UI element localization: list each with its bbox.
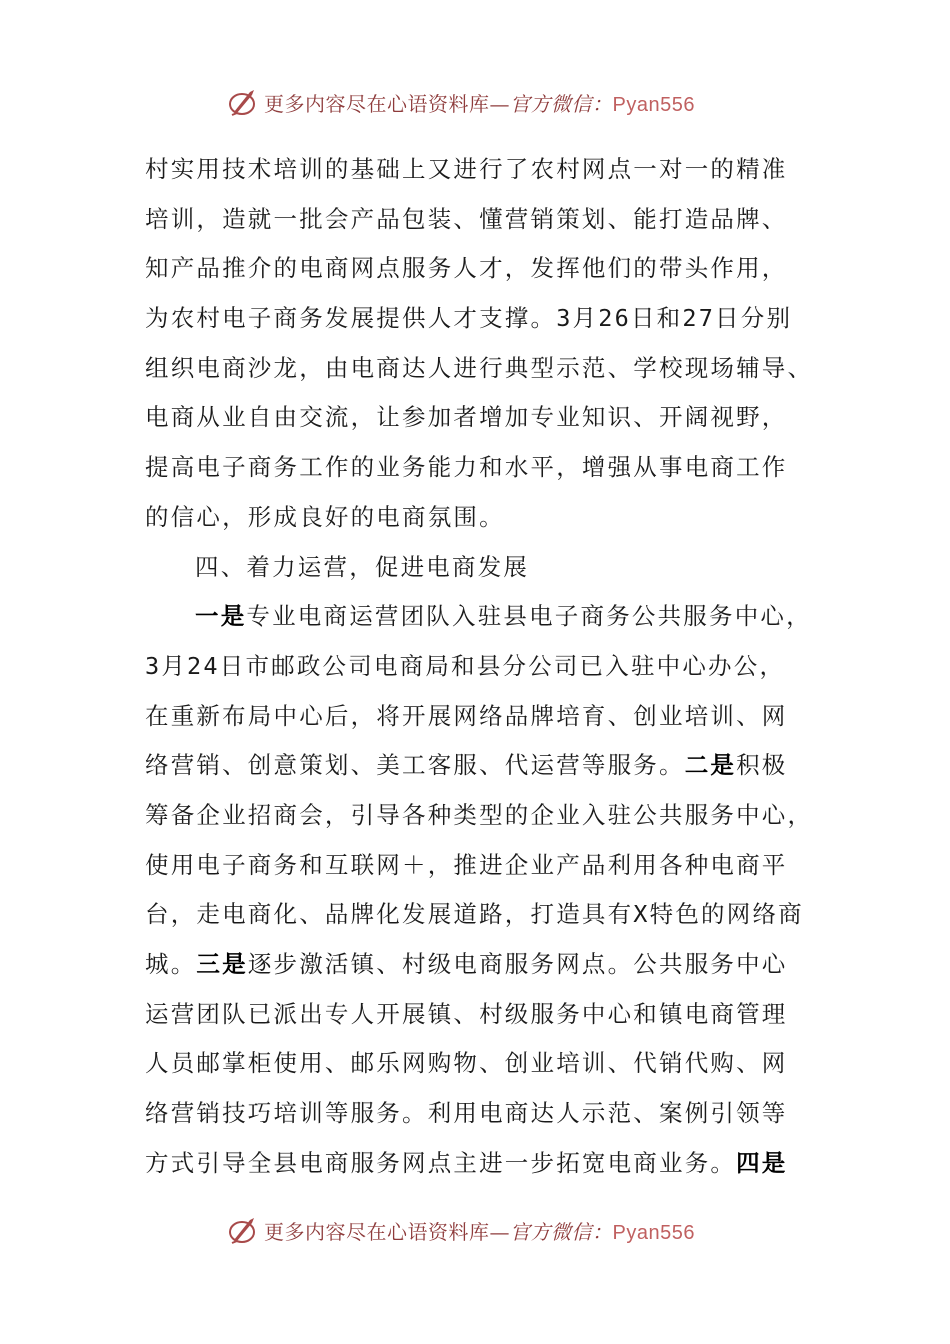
text-span: 专业电商运营团队入驻县电子商务公共服务中心， (246, 602, 812, 631)
quill-logo-icon (228, 1214, 260, 1246)
text-span: 积极 (736, 751, 788, 780)
text-line: 电商从业自由交流，让参加者增加专业知识、开阔视野， (145, 403, 788, 432)
text-span: 络营销、创意策划、美工客服、代运营等服务。 (145, 751, 685, 780)
text-line (145, 1139, 810, 1189)
banner-dash: — (489, 91, 510, 116)
bold-marker: 二是 (684, 751, 737, 780)
text-line: 知产品推介的电商网点服务人才，发挥他们的带头作用， (145, 254, 788, 283)
banner-wechat-id: Pyan556 (612, 93, 695, 116)
quill-logo-icon (228, 86, 260, 118)
banner-text (264, 1216, 695, 1245)
text-span: 城。 (145, 950, 197, 978)
text-line: 提高电子商务工作的业务能力和水平，增强从事电商工作 (145, 453, 788, 482)
banner-brand: 更多内容尽在心语资料库 (264, 1219, 490, 1244)
text-line: 村实用技术培训的基础上又进行了农村网点一对一的精准 (145, 155, 788, 183)
text-line (145, 741, 810, 791)
text-line: 台，走电商化、品牌化发展道路，打造具有X特色的网络商 (145, 900, 804, 929)
text-line: 人员邮掌柜使用、邮乐网购物、创业培训、代销代购、网 (145, 1049, 788, 1078)
text-line: 在重新布局中心后，将开展网络品牌培育、创业培训、网 (145, 701, 788, 730)
text-line: 使用电子商务和互联网＋，推进企业产品利用各种电商平 (145, 850, 788, 879)
text-span: 方式引导全县电商服务网点主进一步拓宽电商业务。 (145, 1148, 737, 1177)
footer-banner (228, 1210, 748, 1250)
bold-marker: 一是 (195, 602, 247, 631)
document-body (145, 145, 814, 1188)
text-line: 3月24日市邮政公司电商局和县分公司已入驻中心办公， (145, 651, 786, 680)
text-line (145, 592, 810, 642)
text-line (145, 940, 810, 990)
section-heading: 四、着力运营，促进电商发展 (195, 552, 530, 581)
text-line: 筹备企业招商会，引导各种类型的企业入驻公共服务中心， (145, 800, 814, 829)
text-line: 组织电商沙龙，由电商达人进行典型示范、学校现场辅导、 (145, 353, 814, 382)
banner-brand: 更多内容尽在心语资料库 (264, 91, 490, 116)
text-line: 的信心，形成良好的电商氛围。 (145, 502, 505, 531)
text-line: 为农村电子商务发展提供人才支撑。3月26日和27日分别 (145, 304, 793, 333)
banner-wechat-label: 官方微信： (510, 1219, 613, 1244)
bold-marker: 四是 (736, 1148, 788, 1177)
banner-wechat-id: Pyan556 (612, 1221, 695, 1244)
bold-marker: 三是 (196, 950, 248, 978)
text-line: 运营团队已派出专人开展镇、村级服务中心和镇电商管理 (145, 999, 788, 1028)
text-line: 培训，造就一批会产品包装、懂营销策划、能打造品牌、 (145, 204, 788, 233)
banner-wechat-label: 官方微信： (510, 91, 613, 116)
banner-text (264, 88, 695, 117)
banner-dash: — (489, 1219, 510, 1244)
text-line: 络营销技巧培训等服务。利用电商达人示范、案例引领等 (145, 1099, 788, 1128)
header-banner (228, 82, 748, 122)
text-span: 逐步激活镇、村级电商服务网点。公共服务中心 (247, 950, 788, 978)
